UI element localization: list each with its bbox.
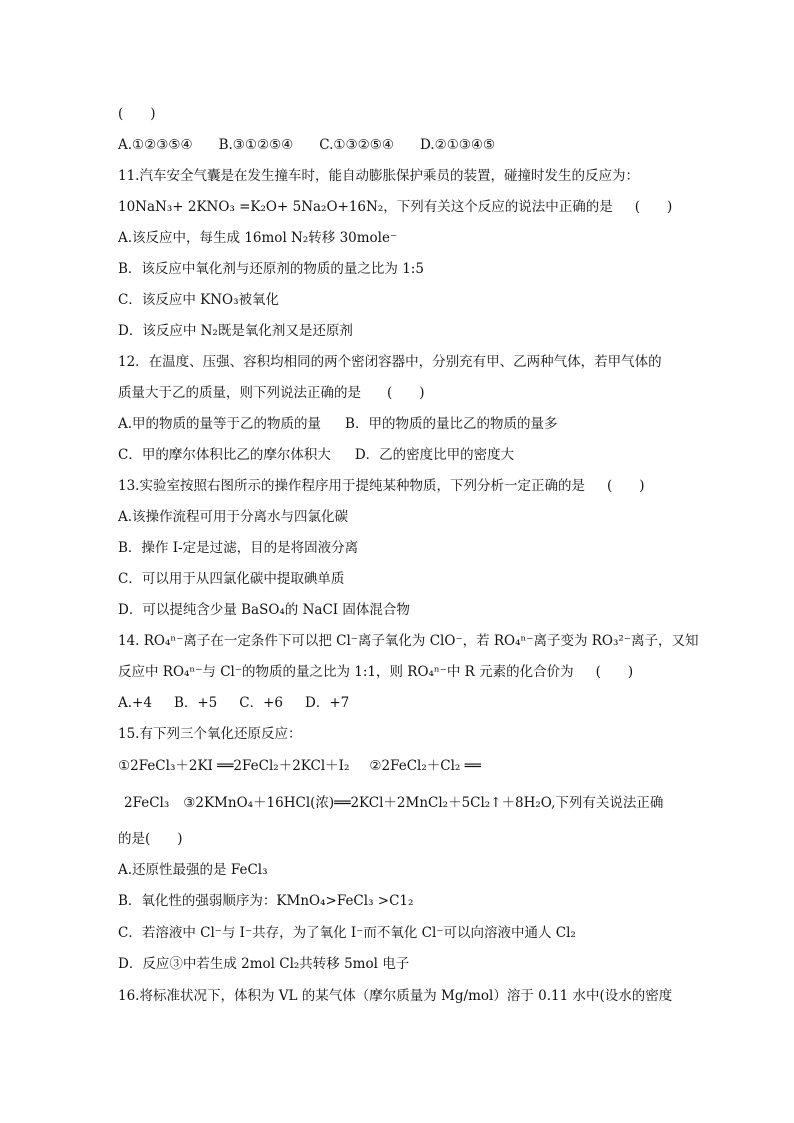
question-11-option-b: B．该反应中氧化剂与还原剂的物质的量之比为 1:5 — [118, 261, 424, 277]
question-14-stem: 14. RO₄ⁿ⁻离子在一定条件下可以把 Cl⁻离子氧化为 ClO⁻，若 RO₄ⁿ⁻离子变为 RO₃²⁻离子，又知 — [118, 633, 699, 649]
question-13-option-d: D．可以提纯含少量 BaSO₄的 NaCI 固体混合物 — [118, 602, 410, 618]
question-15-stem-continued: 的是( ) — [118, 831, 183, 847]
question-15-option-a: A.还原性最强的是 FeCl₃ — [118, 862, 268, 878]
question-13-option-c: C．可以用于从四氯化碳中提取碘单质 — [118, 571, 345, 587]
question-12-stem-continued: 质量大于乙的质量，则下列说法正确的是 ( ) — [118, 385, 425, 401]
question-15-option-c: C．若溶液中 Cl⁻与 I⁻共存，为了氧化 I⁻而不氧化 Cl⁻可以向溶液中通人 Cl₂ — [118, 925, 576, 941]
question-11-option-a: A.该反应中，每生成 16mol N₂转移 30mole⁻ — [118, 230, 398, 246]
question-16-stem: 16.将标准状况下，体积为 VL 的某气体（摩尔质量为 Mg/mol）溶于 0.11 水中(设水的密度 — [118, 988, 673, 1004]
question-15-reaction-3: 2FeCl₃ ③2KMnO₄＋16HCl(浓)══2KCl＋2MnCl₂＋5Cl₂↑＋8H₂O,下列有关说法正确 — [124, 795, 664, 811]
question-14-stem-continued: 反应中 RO₄ⁿ⁻与 Cl⁻的物质的量之比为 1:1，则 RO₄ⁿ⁻中 R 元素的化合价为 ( ) — [118, 664, 634, 680]
question-11-stem: 11.汽车安全气囊是在发生撞车时，能自动膨胀保护乘员的装置，碰撞时发生的反应为： — [118, 168, 639, 184]
text-line: ( ) — [118, 106, 156, 122]
question-11-option-d: D．该反应中 N₂既是氧化剂又是还原剂 — [118, 323, 353, 339]
question-13-stem: 13.实验室按照右图所示的操作程序用于提纯某种物质，下列分析一定正确的是 ( ) — [118, 478, 645, 494]
question-12-stem: 12．在温度、压强、容积均相同的两个密闭容器中，分别充有甲、乙两种气体，若甲气体的 — [118, 354, 662, 370]
question-12-options-ab: A.甲的物质的量等于乙的物质的量 B．甲的物质的量比乙的物质的量多 — [118, 416, 558, 432]
question-15-option-d: D．反应③中若生成 2mol Cl₂共转移 5mol 电子 — [118, 956, 410, 972]
question-15-stem: 15.有下列三个氧化还原反应： — [118, 726, 302, 742]
question-13-option-b: B．操作 I-定是过滤，目的是将固液分离 — [118, 540, 359, 556]
question-15-reactions: ①2FeCl₃＋2KI ══2FeCl₂＋2KCl＋I₂ ②2FeCl₂＋Cl₂ ══ — [118, 758, 481, 774]
answer-options-line: A.①②③⑤④ B.③①②⑤④ C.①③②⑤④ D.②①③④⑤ — [118, 137, 496, 153]
question-15-option-b: B．氧化性的强弱顺序为：KMnO₄>FeCl₃ >C1₂ — [118, 893, 414, 909]
question-13-option-a: A.该操作流程可用于分离水与四氯化碳 — [118, 509, 349, 525]
question-14-options: A.+4 B．+5 C．+6 D．+7 — [118, 695, 350, 711]
question-11-option-c: C．该反应中 KNO₃被氧化 — [118, 292, 279, 308]
question-11-equation: 10NaN₃+ 2KNO₃ =K₂O+ 5Na₂O+16N₂，下列有关这个反应的说法中正确的是 ( ) — [118, 199, 673, 215]
question-12-options-cd: C．甲的摩尔体积比乙的摩尔体积大 D．乙的密度比甲的密度大 — [118, 447, 515, 463]
